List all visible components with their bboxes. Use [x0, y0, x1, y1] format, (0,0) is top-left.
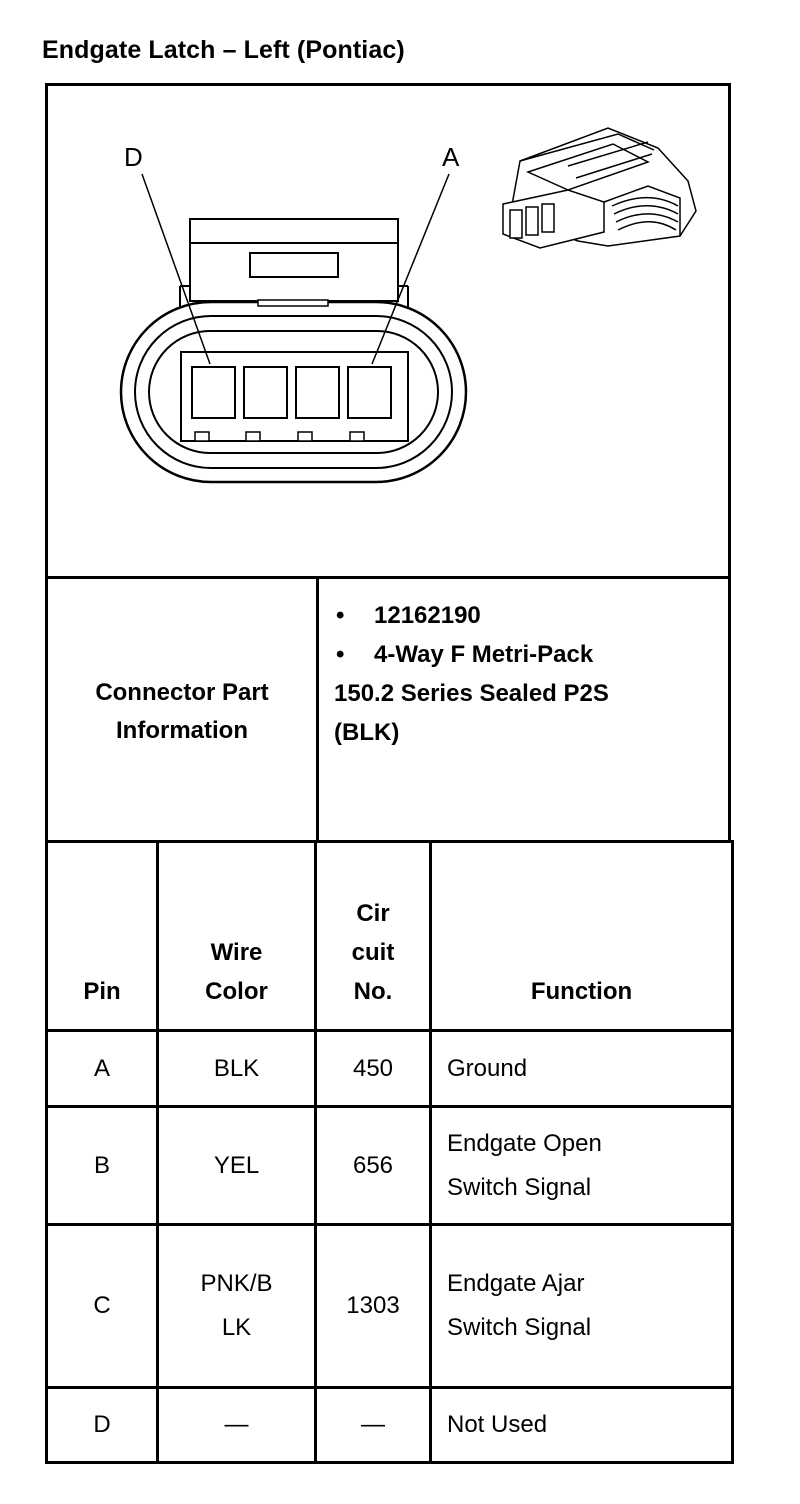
- pin-table: [45, 840, 734, 1464]
- pin-label-a: A: [442, 142, 460, 172]
- function-cell: Endgate Ajar Switch Signal: [431, 1225, 733, 1388]
- part-number-item: [334, 596, 609, 635]
- part-number: 12162190: [374, 602, 481, 629]
- connector-series: 150.2 Series Sealed P2S: [334, 680, 609, 707]
- header-function: Function: [431, 842, 733, 1031]
- bullet-icon: •: [336, 602, 345, 629]
- connector-color: (BLK): [334, 719, 400, 746]
- header-pin: Pin: [47, 842, 158, 1031]
- wire-color-cell: PNK/B LK: [158, 1225, 316, 1388]
- connector-info-row: [45, 576, 731, 843]
- circuit-cell: —: [316, 1388, 431, 1463]
- connector-info-label: [48, 674, 316, 750]
- pin-label-d: D: [124, 142, 143, 172]
- connector-type-item: [334, 635, 609, 674]
- terminal-d: [192, 367, 235, 418]
- table-header-row: [47, 842, 733, 1031]
- header-wire-color: Wire Color: [158, 842, 316, 1031]
- pin-cell: B: [47, 1107, 158, 1225]
- connector-face-drawing: [48, 86, 728, 576]
- table-row: [47, 1388, 733, 1463]
- function-cell: Ground: [431, 1031, 733, 1107]
- wire-color-cell: BLK: [158, 1031, 316, 1107]
- table-row: [47, 1031, 733, 1107]
- terminal-b: [296, 367, 339, 418]
- connector-info-details: [334, 596, 609, 752]
- page-title: Endgate Latch – Left (Pontiac): [42, 36, 405, 64]
- bullet-icon: •: [336, 641, 345, 668]
- connector-diagram-panel: [45, 83, 731, 579]
- pin-cell: D: [47, 1388, 158, 1463]
- header-circuit-no: Cir cuit No.: [316, 842, 431, 1031]
- terminal-c: [244, 367, 287, 418]
- function-cell: Not Used: [431, 1388, 733, 1463]
- pin-cell: A: [47, 1031, 158, 1107]
- table-row: [47, 1107, 733, 1225]
- terminal-a: [348, 367, 391, 418]
- info-divider: [316, 576, 319, 840]
- circuit-cell: 1303: [316, 1225, 431, 1388]
- connector-type: 4-Way F Metri-Pack: [374, 641, 594, 668]
- wire-color-cell: —: [158, 1388, 316, 1463]
- connector-info-label-line1: Connector Part: [95, 679, 269, 706]
- table-row: [47, 1225, 733, 1388]
- circuit-cell: 450: [316, 1031, 431, 1107]
- function-cell: Endgate Open Switch Signal: [431, 1107, 733, 1225]
- wire-color-cell: YEL: [158, 1107, 316, 1225]
- pin-cell: C: [47, 1225, 158, 1388]
- circuit-cell: 656: [316, 1107, 431, 1225]
- connector-3d-illustration: [503, 128, 696, 248]
- connector-info-label-line2: Information: [116, 717, 248, 744]
